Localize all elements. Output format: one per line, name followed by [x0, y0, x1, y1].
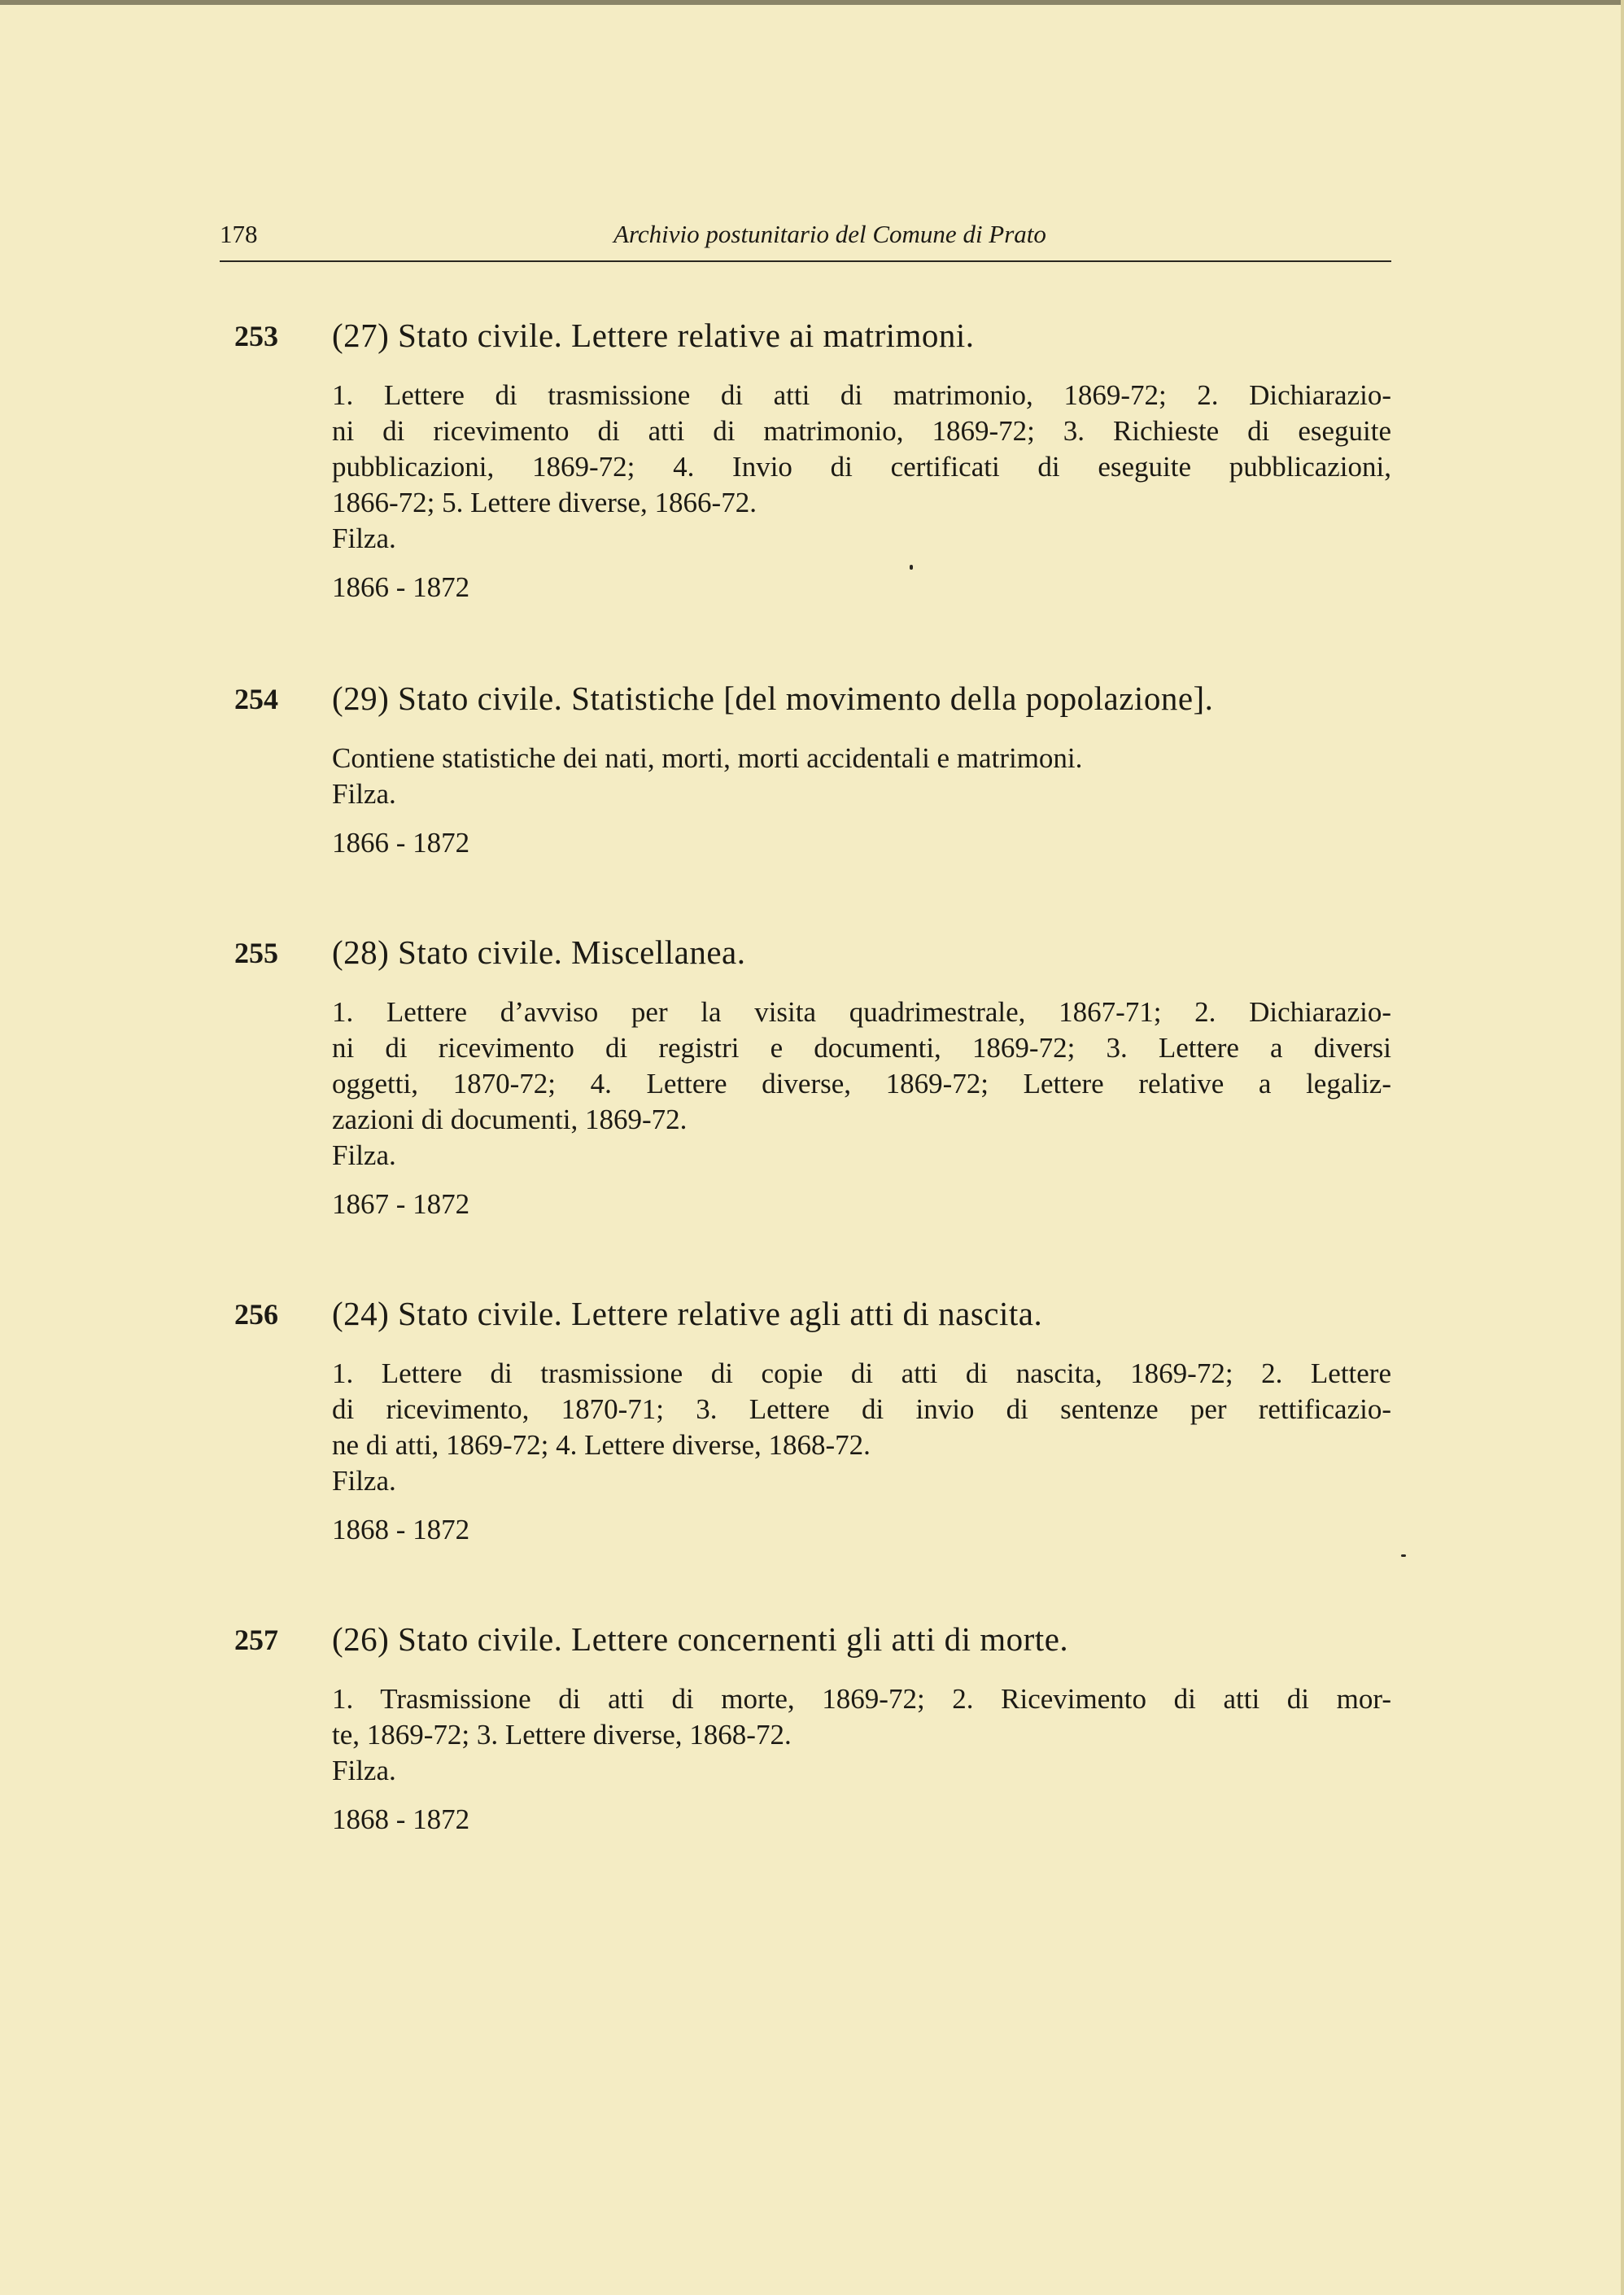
- entry-title: (26) Stato civile. Lettere concernenti gli atti di morte.: [332, 1620, 1069, 1658]
- entry-body: [332, 741, 1624, 861]
- entry-type: Filza.: [332, 1465, 396, 1497]
- entry-number: 255: [234, 937, 278, 969]
- entry-body: [332, 378, 1624, 605]
- entry-description-line: ni di ricevimento di registri e documenti, 1869-72; 3. Lettere a diversi: [332, 1032, 1391, 1064]
- entry-dates: 1866 - 1872: [332, 571, 470, 603]
- entry-description-line: zazioni di documenti, 1869-72.: [332, 1104, 688, 1135]
- entry-title: (29) Stato civile. Statistiche [del movimento della popolazione].: [332, 680, 1214, 717]
- print-speck: [910, 565, 913, 570]
- entry-type: Filza.: [332, 778, 396, 810]
- running-title: Archivio postunitario del Comune di Prato: [613, 220, 1046, 248]
- entry-number: 257: [234, 1624, 278, 1656]
- entry-description-line: Contiene statistiche dei nati, morti, morti accidentali e matrimoni.: [332, 742, 1083, 774]
- print-speck: [1401, 1554, 1406, 1557]
- entry-type: Filza.: [332, 1755, 396, 1786]
- entry-description-line: di ricevimento, 1870-71; 3. Lettere di invio di sentenze per rettificazio-: [332, 1393, 1391, 1425]
- entry-title: (28) Stato civile. Miscellanea.: [332, 933, 746, 971]
- entry-number: 256: [234, 1298, 278, 1331]
- entry-description-line: 1. Lettere d’avviso per la visita quadrimestrale, 1867-71; 2. Dichiarazio-: [332, 996, 1391, 1028]
- entry-description-line: ne di atti, 1869-72; 4. Lettere diverse, 1868-72.: [332, 1429, 871, 1461]
- entry-dates: 1866 - 1872: [332, 827, 470, 859]
- page-number: 178: [220, 220, 258, 248]
- entry-dates: 1868 - 1872: [332, 1803, 470, 1835]
- entry-type: Filza.: [332, 1139, 396, 1171]
- entry-description-line: 1. Lettere di trasmissione di copie di atti di nascita, 1869-72; 2. Lettere: [332, 1357, 1391, 1389]
- entry-description-line: oggetti, 1870-72; 4. Lettere diverse, 1869-72; Lettere relative a legaliz-: [332, 1068, 1391, 1099]
- entry-description-line: 1. Lettere di trasmissione di atti di matrimonio, 1869-72; 2. Dichiarazio-: [332, 379, 1391, 411]
- entry-body: [332, 1681, 1624, 1838]
- entry-description-line: 1866-72; 5. Lettere diverse, 1866-72.: [332, 487, 757, 518]
- page-edge-top: [0, 0, 1624, 5]
- entry-title: (27) Stato civile. Lettere relative ai matrimoni.: [332, 317, 975, 354]
- entry-dates: 1867 - 1872: [332, 1188, 470, 1220]
- entry-body: [332, 994, 1624, 1222]
- entry-number: 254: [234, 683, 278, 715]
- entry-description-line: ni di ricevimento di atti di matrimonio, 1869-72; 3. Richieste di eseguite: [332, 415, 1391, 447]
- entry-type: Filza.: [332, 522, 396, 554]
- entry-description-line: pubblicazioni, 1869-72; 4. Invio di certificati di eseguite pubblicazioni,: [332, 451, 1391, 483]
- entry-description-line: 1. Trasmissione di atti di morte, 1869-72; 2. Ricevimento di atti di mor-: [332, 1683, 1391, 1715]
- page-header: [220, 213, 1391, 262]
- entry-title: (24) Stato civile. Lettere relative agli atti di nascita.: [332, 1295, 1043, 1332]
- entry-body: [332, 1356, 1624, 1548]
- entry-dates: 1868 - 1872: [332, 1514, 470, 1545]
- entry-description-line: te, 1869-72; 3. Lettere diverse, 1868-72.: [332, 1719, 792, 1751]
- entry-number: 253: [234, 320, 278, 352]
